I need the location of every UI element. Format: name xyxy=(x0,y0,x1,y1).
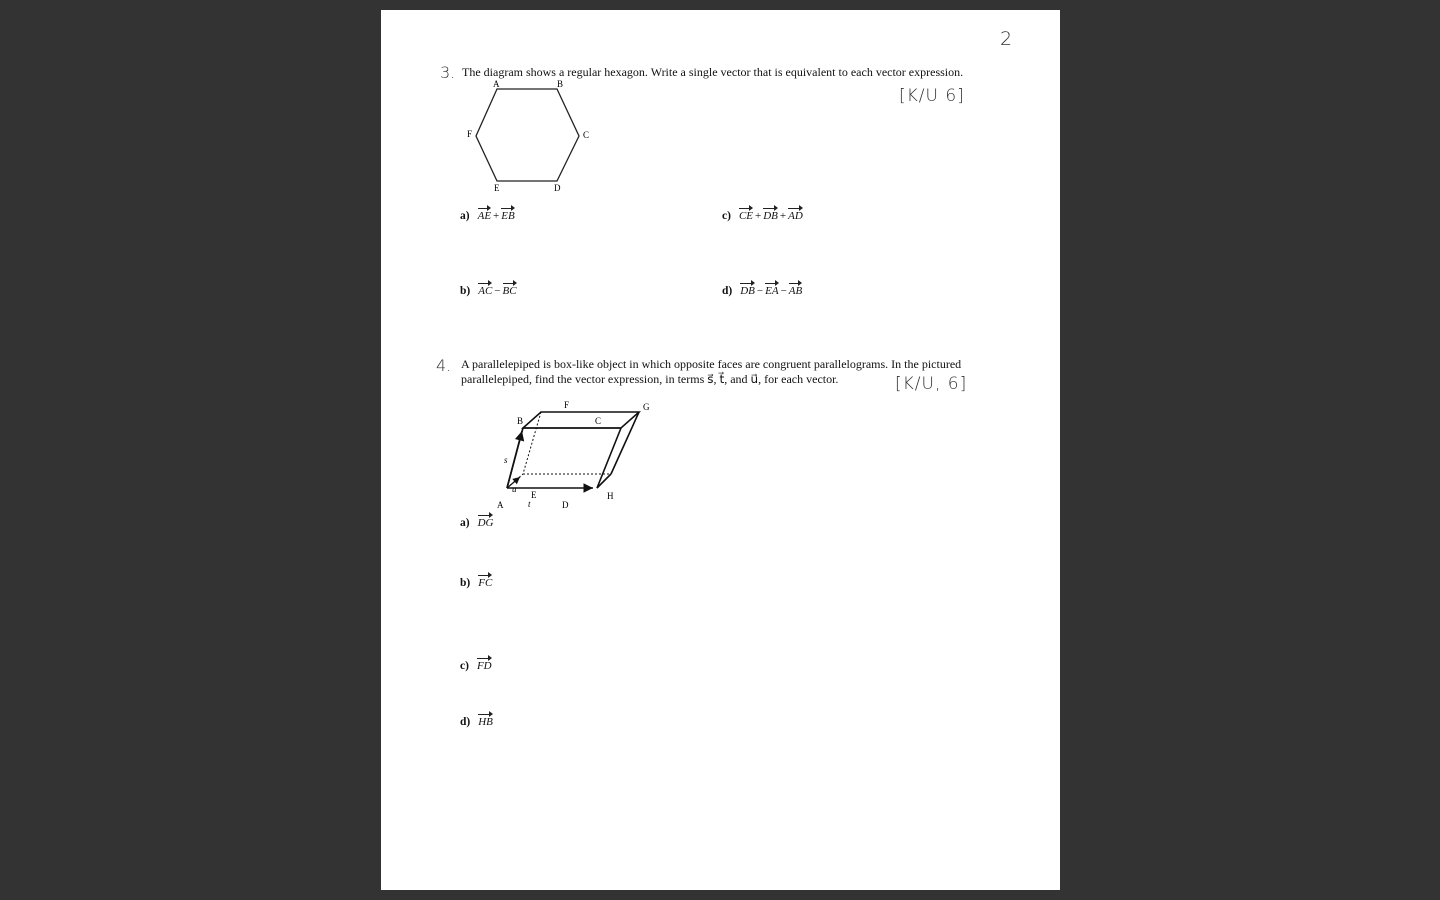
q4-prompt-line-2: parallelepiped, find the vector expression, in terms s⃗, t⃗, and u⃗, for each vector. xyxy=(461,372,839,386)
hexagon-label-c: C xyxy=(583,130,589,140)
q4-part-d-label: d) xyxy=(460,716,471,728)
q3-a-term-1: AE xyxy=(477,210,492,222)
figure-label-d: D xyxy=(562,500,569,510)
parallelepiped-diagram xyxy=(477,396,663,522)
worksheet-page xyxy=(381,10,1060,890)
hexagon-label-a: A xyxy=(493,79,500,89)
q3-b-term-1: AC xyxy=(478,285,493,297)
q3-part-c xyxy=(722,208,803,222)
q3-d-op-1: − xyxy=(756,285,764,297)
q4-number: 4. xyxy=(436,356,452,375)
hidden-edge-fe xyxy=(523,412,541,474)
figure-label-b: B xyxy=(517,416,524,426)
top-face xyxy=(523,412,639,428)
figure-label-s: s⃗ xyxy=(504,455,515,465)
q3-part-a-label: a) xyxy=(460,210,470,222)
q4-part-d xyxy=(460,714,493,728)
page-number: 2 xyxy=(1000,28,1013,50)
hexagon-label-d: D xyxy=(554,183,561,193)
q3-c-term-1: CE xyxy=(738,210,753,222)
figure-label-e: E xyxy=(531,490,537,500)
q4-a-vector: DG xyxy=(477,517,494,529)
q4-part-a-label: a) xyxy=(460,517,470,529)
q3-part-b xyxy=(460,283,517,297)
q4-part-a xyxy=(460,515,493,529)
q4-part-c-label: c) xyxy=(460,660,469,672)
q4-prompt-line-1: A parallelepiped is box-like object in which opposite faces are congruent parallelograms. In the pictured xyxy=(461,357,962,371)
q3-c-op-1: + xyxy=(755,210,762,222)
q3-c-term-2: DB xyxy=(763,210,778,222)
figure-label-g: G xyxy=(643,402,650,412)
q3-part-d-label: d) xyxy=(722,285,733,297)
hexagon-label-e: E xyxy=(494,183,500,193)
q4-part-c xyxy=(460,658,492,672)
q3-a-op-1: + xyxy=(493,210,500,222)
q3-d-term-2: EA xyxy=(765,285,779,297)
q3-b-op-1: − xyxy=(494,285,501,297)
q3-a-term-2: EB xyxy=(501,210,515,222)
hexagon-diagram xyxy=(459,76,589,198)
q4-marks: [K/U, 6] xyxy=(895,374,968,394)
figure-label-f: F xyxy=(564,400,570,410)
q3-marks: [K/U 6] xyxy=(899,86,965,106)
figure-label-t: t⃗ xyxy=(528,499,538,509)
q4-d-vector: HB xyxy=(478,716,493,728)
figure-label-h: H xyxy=(607,491,614,501)
figure-label-a: A xyxy=(497,500,504,510)
figure-label-u: u⃗ xyxy=(512,484,524,494)
q4-part-b-label: b) xyxy=(460,577,471,589)
q3-d-term-3: AB xyxy=(788,285,803,297)
q3-part-c-label: c) xyxy=(722,210,731,222)
q4-b-vector: FC xyxy=(478,577,493,589)
q3-prompt: The diagram shows a regular hexagon. Write a single vector that is equivalent to each vector expression. xyxy=(462,65,964,79)
q3-part-b-label: b) xyxy=(460,285,471,297)
q3-part-d xyxy=(722,283,802,297)
q3-d-term-1: DB xyxy=(740,285,755,297)
q3-d-op-2: − xyxy=(780,285,787,297)
figure-label-c: C xyxy=(595,416,602,426)
q3-part-a xyxy=(460,208,515,222)
q3-c-term-3: AD xyxy=(788,210,803,222)
q3-b-term-2: BC xyxy=(502,285,517,297)
q3-c-op-2: + xyxy=(779,210,787,222)
q3-number: 3. xyxy=(440,63,456,82)
hexagon-label-f: F xyxy=(467,129,473,139)
q4-part-b xyxy=(460,575,492,589)
hexagon-shape xyxy=(476,89,579,181)
hexagon-label-b: B xyxy=(557,79,564,89)
q4-c-vector: FD xyxy=(476,660,492,672)
